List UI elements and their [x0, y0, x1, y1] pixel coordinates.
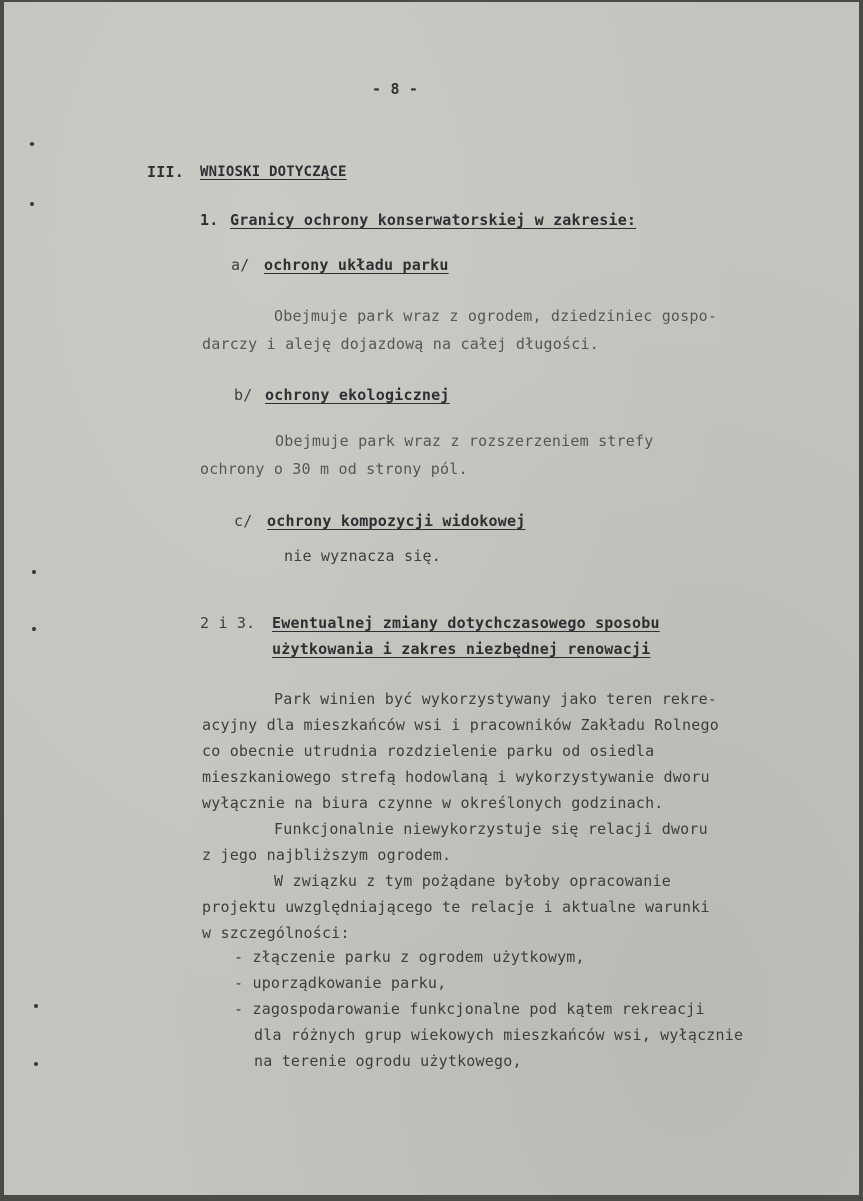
binding-hole-mark: [32, 627, 36, 631]
page-number: - 8 -: [372, 80, 419, 98]
binding-hole-mark: [34, 1004, 38, 1008]
paragraph1-line-5: wyłącznie na biura czynne w określonych godzinach.: [202, 794, 664, 812]
item1-number: 1.: [200, 211, 219, 229]
bullet-continuation-line-1: dla różnych grup wiekowych mieszkańców wsi, wyłącznie: [254, 1026, 744, 1044]
item1b-label: b/: [234, 386, 253, 404]
paragraph3-line-1: W związku z tym pożądane byłoby opracowanie: [274, 872, 671, 890]
bullet-item: - zagospodarowanie funkcjonalne pod kątem rekreacji: [234, 1000, 705, 1018]
binding-hole-mark: [34, 1062, 38, 1066]
item1b-line-2: ochrony o 30 m od strony pól.: [200, 460, 468, 478]
paragraph2-line-1: Funkcjonalnie niewykorzystuje się relacji dworu: [274, 820, 708, 838]
binding-hole-mark: [30, 142, 34, 146]
paragraph1-line-3: co obecnie utrudnia rozdzielenie parku od osiedla: [202, 742, 655, 760]
bullet-item: - uporządkowanie parku,: [234, 974, 447, 992]
item1c-label: c/: [234, 512, 253, 530]
paragraph3-line-3: w szczególności:: [202, 924, 350, 942]
item23-title-line-2: użytkowania i zakres niezbędnej renowacji: [272, 640, 651, 658]
bullet-item: - złączenie parku z ogrodem użytkowym,: [234, 948, 585, 966]
item1b-line-1: Obejmuje park wraz z rozszerzeniem strefy: [275, 432, 654, 450]
paragraph1-line-1: Park winien być wykorzystywany jako teren rekre-: [274, 690, 718, 708]
binding-hole-mark: [30, 202, 34, 206]
item1a-line-1: Obejmuje park wraz z ogrodem, dziedziniec gospo-: [274, 307, 718, 325]
item23-title-line-1: Ewentualnej zmiany dotychczasowego sposobu: [272, 614, 660, 632]
paragraph3-line-2: projektu uwzględniającego te relacje i aktualne warunki: [202, 898, 710, 916]
document-page: [4, 2, 859, 1195]
section-title: WNIOSKI DOTYCZĄCE: [200, 164, 347, 180]
item1c-title: ochrony kompozycji widokowej: [267, 512, 526, 530]
item1c-line-1: nie wyznacza się.: [284, 547, 441, 565]
item1-title: Granicy ochrony konserwatorskiej w zakresie:: [230, 211, 637, 229]
section-number: III.: [147, 163, 184, 181]
item1a-title: ochrony układu parku: [264, 256, 449, 274]
item1b-title: ochrony ekologicznej: [265, 386, 450, 404]
item1a-label: a/: [231, 256, 250, 274]
paragraph1-line-4: mieszkaniowego strefą hodowlaną i wykorzystywanie dworu: [202, 768, 710, 786]
item1a-line-2: darczy i aleję dojazdową na całej długości.: [202, 335, 599, 353]
bullet-continuation-line-2: na terenie ogrodu użytkowego,: [254, 1052, 522, 1070]
paragraph1-line-2: acyjny dla mieszkańców wsi i pracowników Zakładu Rolnego: [202, 716, 719, 734]
binding-hole-mark: [32, 570, 36, 574]
item23-number: 2 i 3.: [200, 614, 256, 632]
paragraph2-line-2: z jego najbliższym ogrodem.: [202, 846, 452, 864]
